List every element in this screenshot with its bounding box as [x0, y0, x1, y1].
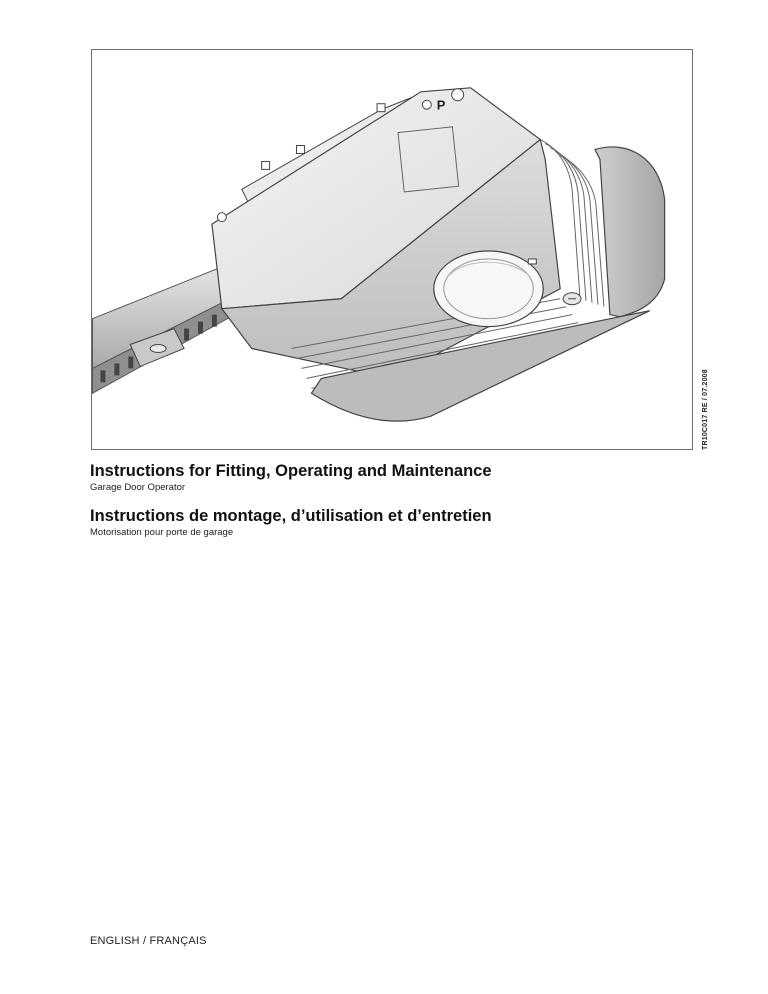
english-title-block [90, 461, 690, 494]
product-illustration-frame [91, 49, 693, 450]
housing-body [212, 88, 560, 379]
french-subtitle: Motorisation pour porte de garage [90, 527, 234, 538]
light-lens [434, 251, 543, 327]
language-list: ENGLISH / FRANÇAIS [90, 935, 207, 947]
release-knob-icon [563, 293, 581, 305]
french-title-block [90, 506, 690, 539]
french-title: Instructions de montage, d’utilisation et d’entretien [90, 507, 492, 525]
english-subtitle: Garage Door Operator [90, 482, 186, 493]
garage-door-operator-illustration [92, 50, 692, 449]
program-button-label: P [436, 97, 446, 113]
english-title: Instructions for Fitting, Operating and Maintenance [90, 462, 492, 480]
document-code: TR10C017 RE / 07.2008 [702, 369, 709, 450]
